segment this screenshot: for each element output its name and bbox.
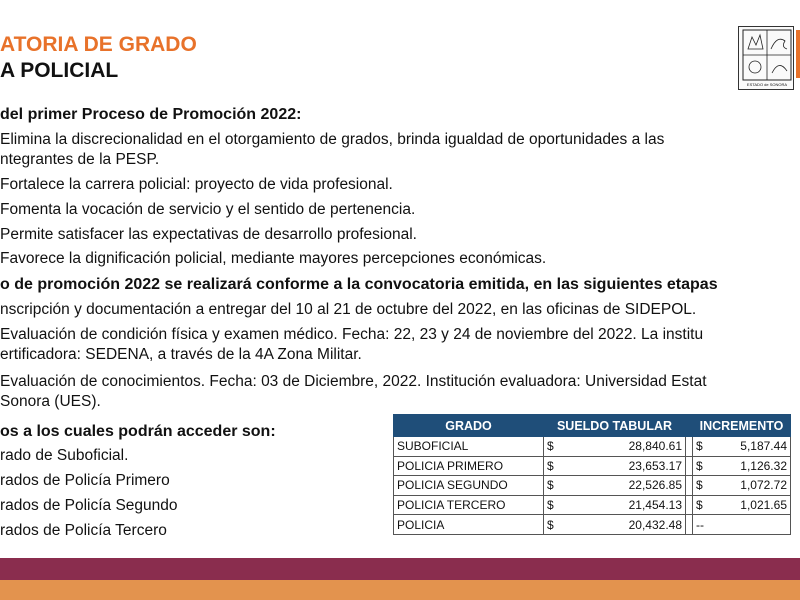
cell-grado: POLICIA PRIMERO (394, 456, 544, 476)
cell-gap (686, 476, 693, 496)
table-row (394, 495, 791, 515)
benefit-line: Elimina la discrecionalidad en el otorgamiento de grados, brinda igualdad de oportunidades a las (0, 131, 665, 148)
column-header-grado: GRADO (394, 415, 544, 437)
section-benefits-heading: del primer Proceso de Promoción 2022: (0, 106, 302, 123)
cell-gap (686, 515, 693, 535)
cell-incremento: 1,126.32 (709, 456, 791, 476)
section-ranks-heading: os a los cuales podrán acceder son: (0, 423, 276, 440)
cell-currency: $ (693, 476, 709, 496)
table-row (394, 456, 791, 476)
cell-sueldo: 20,432.48 (560, 515, 686, 535)
rank-line: rado de Suboficial. (0, 447, 129, 464)
section-stages-heading: o de promoción 2022 se realizará conforme a la convocatoria emitida, en las siguientes etapas (0, 276, 718, 293)
cell-currency: $ (693, 456, 709, 476)
cell-currency: $ (544, 476, 560, 496)
column-gap (686, 415, 693, 437)
table-header-row (394, 415, 791, 437)
cell-gap (686, 437, 693, 457)
benefit-line: Favorece la dignificación policial, mediante mayores percepciones económicas. (0, 250, 547, 267)
slide-title-line1: ATORIA DE GRADO (0, 33, 197, 56)
cell-currency: $ (544, 456, 560, 476)
footer-band-plum (0, 558, 800, 580)
cell-currency: $ (693, 437, 709, 457)
cell-currency: -- (693, 515, 709, 535)
logo-accent-strip (796, 30, 800, 78)
column-header-incremento: INCREMENTO (693, 415, 791, 437)
cell-gap (686, 456, 693, 476)
state-seal-logo (738, 26, 794, 90)
cell-incremento: 5,187.44 (709, 437, 791, 457)
slide-title-line2: A POLICIAL (0, 59, 119, 82)
benefit-line: Permite satisfacer las expectativas de desarrollo profesional. (0, 226, 417, 243)
cell-currency: $ (544, 495, 560, 515)
cell-grado: POLICIA SEGUNDO (394, 476, 544, 496)
cell-currency: $ (693, 495, 709, 515)
column-header-sueldo: SUELDO TABULAR (544, 415, 686, 437)
rank-line: rados de Policía Segundo (0, 497, 178, 514)
cell-sueldo: 28,840.61 (560, 437, 686, 457)
footer-band-orange (0, 580, 800, 600)
seal-caption: ESTADO de SONORA (746, 82, 788, 87)
cell-currency: $ (544, 515, 560, 535)
cell-grado: SUBOFICIAL (394, 437, 544, 457)
table-row (394, 437, 791, 457)
cell-incremento: 1,021.65 (709, 495, 791, 515)
rank-line: rados de Policía Primero (0, 472, 170, 489)
stage-line: ertificadora: SEDENA, a través de la 4A Zona Militar. (0, 346, 362, 363)
cell-sueldo: 23,653.17 (560, 456, 686, 476)
cell-grado: POLICIA TERCERO (394, 495, 544, 515)
cell-grado: POLICIA (394, 515, 544, 535)
table-row (394, 476, 791, 496)
table-row (394, 515, 791, 535)
benefit-line: ntegrantes de la PESP. (0, 151, 160, 168)
cell-gap (686, 495, 693, 515)
salary-table (393, 414, 791, 535)
stage-line: Evaluación de conocimientos. Fecha: 03 de Diciembre, 2022. Institución evaluadora: Universidad Estat (0, 373, 707, 390)
benefit-line: Fortalece la carrera policial: proyecto de vida profesional. (0, 176, 393, 193)
cell-sueldo: 22,526.85 (560, 476, 686, 496)
rank-line: rados de Policía Tercero (0, 522, 167, 539)
stage-line: Sonora (UES). (0, 393, 101, 410)
stage-line: Evaluación de condición física y examen médico. Fecha: 22, 23 y 24 de noviembre del 2022. La institu (0, 326, 704, 343)
stage-line: nscripción y documentación a entregar del 10 al 21 de octubre del 2022, en las oficinas de SIDEPOL. (0, 301, 697, 318)
cell-sueldo: 21,454.13 (560, 495, 686, 515)
cell-incremento (709, 515, 791, 535)
cell-currency: $ (544, 437, 560, 457)
cell-incremento: 1,072.72 (709, 476, 791, 496)
benefit-line: Fomenta la vocación de servicio y el sentido de pertenencia. (0, 201, 416, 218)
